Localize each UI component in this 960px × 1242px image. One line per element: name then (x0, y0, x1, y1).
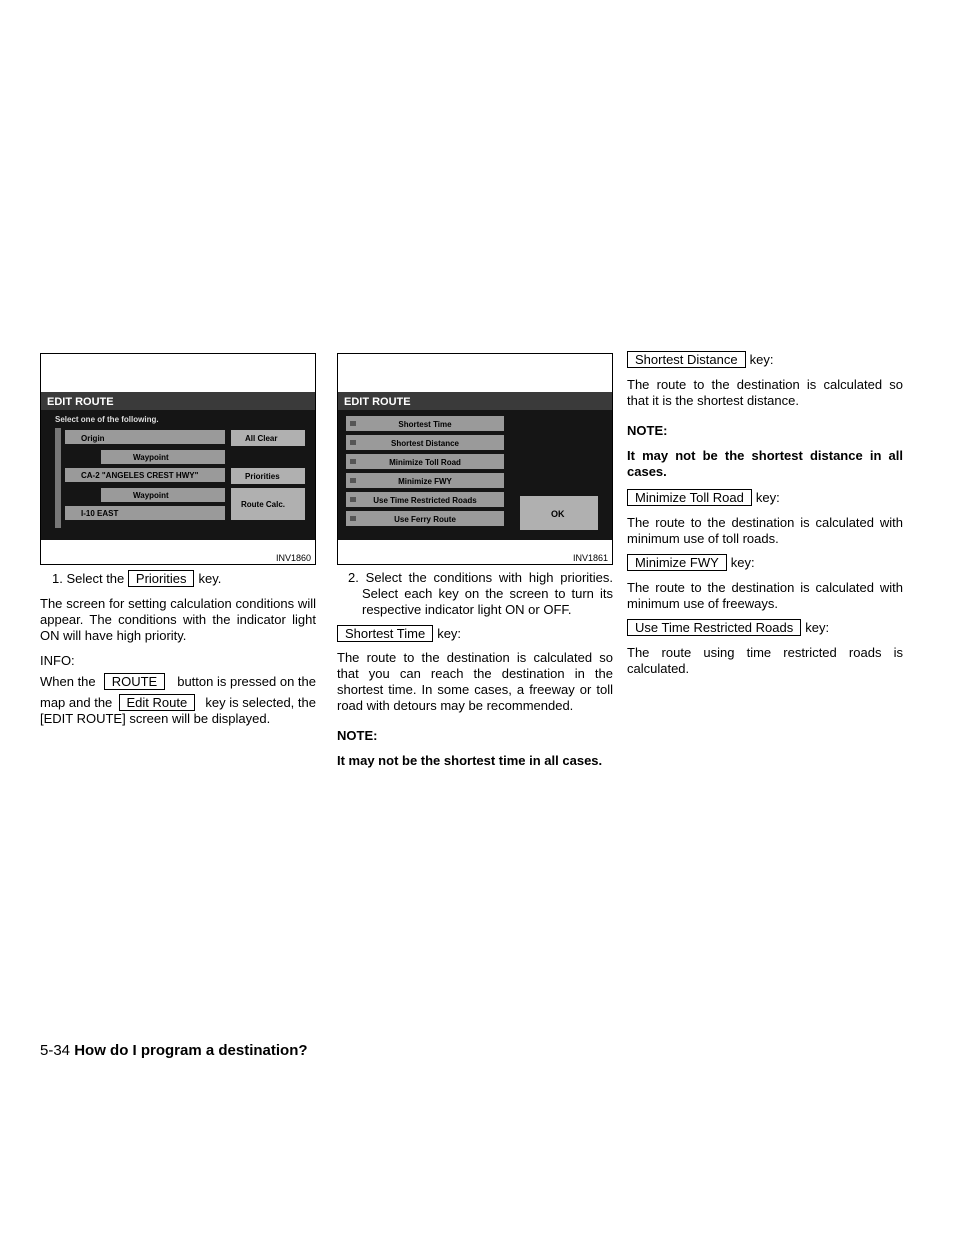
fig1-priorities[interactable]: Priorities (245, 472, 280, 481)
desc4: The route to the destination is calculated with minimum use of freeways. (627, 580, 903, 611)
route-key: ROUTE (104, 673, 166, 690)
note-label-2: NOTE: (627, 423, 668, 438)
page-footer (40, 1042, 308, 1059)
fig2-code: INV1861 (572, 553, 608, 563)
fig1-item-3[interactable]: Waypoint (133, 491, 169, 500)
edit-route-screenshot-1 (40, 353, 316, 565)
step1: 1. Select the Priorities key. (52, 570, 222, 586)
fig1-subtitle: Select one of the following. (55, 415, 159, 424)
fig2-option[interactable]: Shortest Time (398, 420, 452, 429)
fig1-code: INV1860 (275, 553, 311, 563)
shortest-time-key: Shortest Time (337, 625, 433, 642)
fig1-route-calc[interactable]: Route Calc. (241, 500, 286, 509)
indicator-light-icon (350, 497, 356, 502)
note-label-1: NOTE: (337, 728, 378, 743)
info-line2: map and the Edit Route key is selected, the (40, 694, 316, 710)
column-1 (40, 353, 316, 727)
indicator-light-icon (350, 459, 356, 464)
minimize-toll-line: Minimize Toll Road key: (627, 489, 903, 506)
shortest-distance-line: Shortest Distance key: (627, 351, 903, 368)
column-3 (627, 351, 903, 677)
indicator-light-icon (350, 516, 356, 521)
time-restricted-line: Use Time Restricted Roads key: (627, 619, 903, 636)
priorities-key: Priorities (128, 570, 195, 587)
shortest-distance-key: Shortest Distance (627, 351, 746, 368)
use-time-restricted-roads-key: Use Time Restricted Roads (627, 619, 801, 636)
fig1-item-0[interactable]: Origin (81, 434, 105, 443)
desc3: The route to the destination is calculated with minimum use of toll roads. (627, 515, 903, 546)
fig2-header: EDIT ROUTE (344, 396, 411, 408)
indicator-light-icon (350, 440, 356, 445)
edit-route-screenshot-2 (337, 353, 613, 565)
fig1-item-2[interactable]: CA-2 "ANGELES CREST HWY" (81, 471, 199, 480)
fig1-item-1[interactable]: Waypoint (133, 453, 169, 462)
minimize-fwy-key: Minimize FWY (627, 554, 727, 571)
edit-route-screen-1 (41, 354, 315, 564)
fig2-ok[interactable]: OK (551, 509, 565, 519)
minimize-fwy-line: Minimize FWY key: (627, 554, 903, 571)
fig1-item-4[interactable]: I-10 EAST (81, 509, 119, 518)
indicator-light-icon (350, 421, 356, 426)
info-line3: [EDIT ROUTE] screen will be displayed. (40, 711, 271, 726)
desc2: The route to the destination is calculated so that it is the shortest distance. (627, 377, 903, 408)
step2: 2. Select the conditions with high priorities. Select each key on the screen to turn its respective indicator light ON or OFF. (348, 570, 613, 617)
fig2-option[interactable]: Shortest Distance (390, 439, 460, 448)
desc1: The route to the destination is calculated so that you can reach the destination in the shortest time. In some cases, a freeway or toll road with detours may be recommended. (337, 650, 613, 713)
indicator-light-icon (350, 478, 356, 483)
shortest-time-line: Shortest Time key: (337, 625, 613, 642)
section-title: How do I program a destination? (74, 1042, 308, 1059)
fig2-option[interactable]: Minimize FWY (398, 477, 452, 486)
fig1-header: EDIT ROUTE (47, 396, 114, 408)
fig2-option[interactable]: Use Ferry Route (394, 515, 456, 524)
note2: It may not be the shortest distance in all cases. (627, 448, 903, 479)
para1: The screen for setting calculation conditions will appear. The conditions with the indicator light ON will have high priority. (40, 596, 316, 643)
note1: It may not be the shortest time in all cases. (337, 753, 603, 768)
info-label: INFO: (40, 653, 75, 668)
column-2 (337, 353, 613, 769)
info-line1: When the ROUTE button is pressed on the (40, 673, 316, 689)
fig2-option[interactable]: Use Time Restricted Roads (373, 496, 477, 505)
desc5: The route using time restricted roads is calculated. (627, 645, 903, 676)
fig1-all-clear[interactable]: All Clear (245, 434, 278, 443)
page-number: 5-34 (40, 1042, 71, 1059)
edit-route-screen-2 (338, 354, 612, 564)
fig2-option[interactable]: Minimize Toll Road (389, 458, 461, 467)
edit-route-key: Edit Route (119, 694, 196, 711)
minimize-toll-road-key: Minimize Toll Road (627, 489, 752, 506)
